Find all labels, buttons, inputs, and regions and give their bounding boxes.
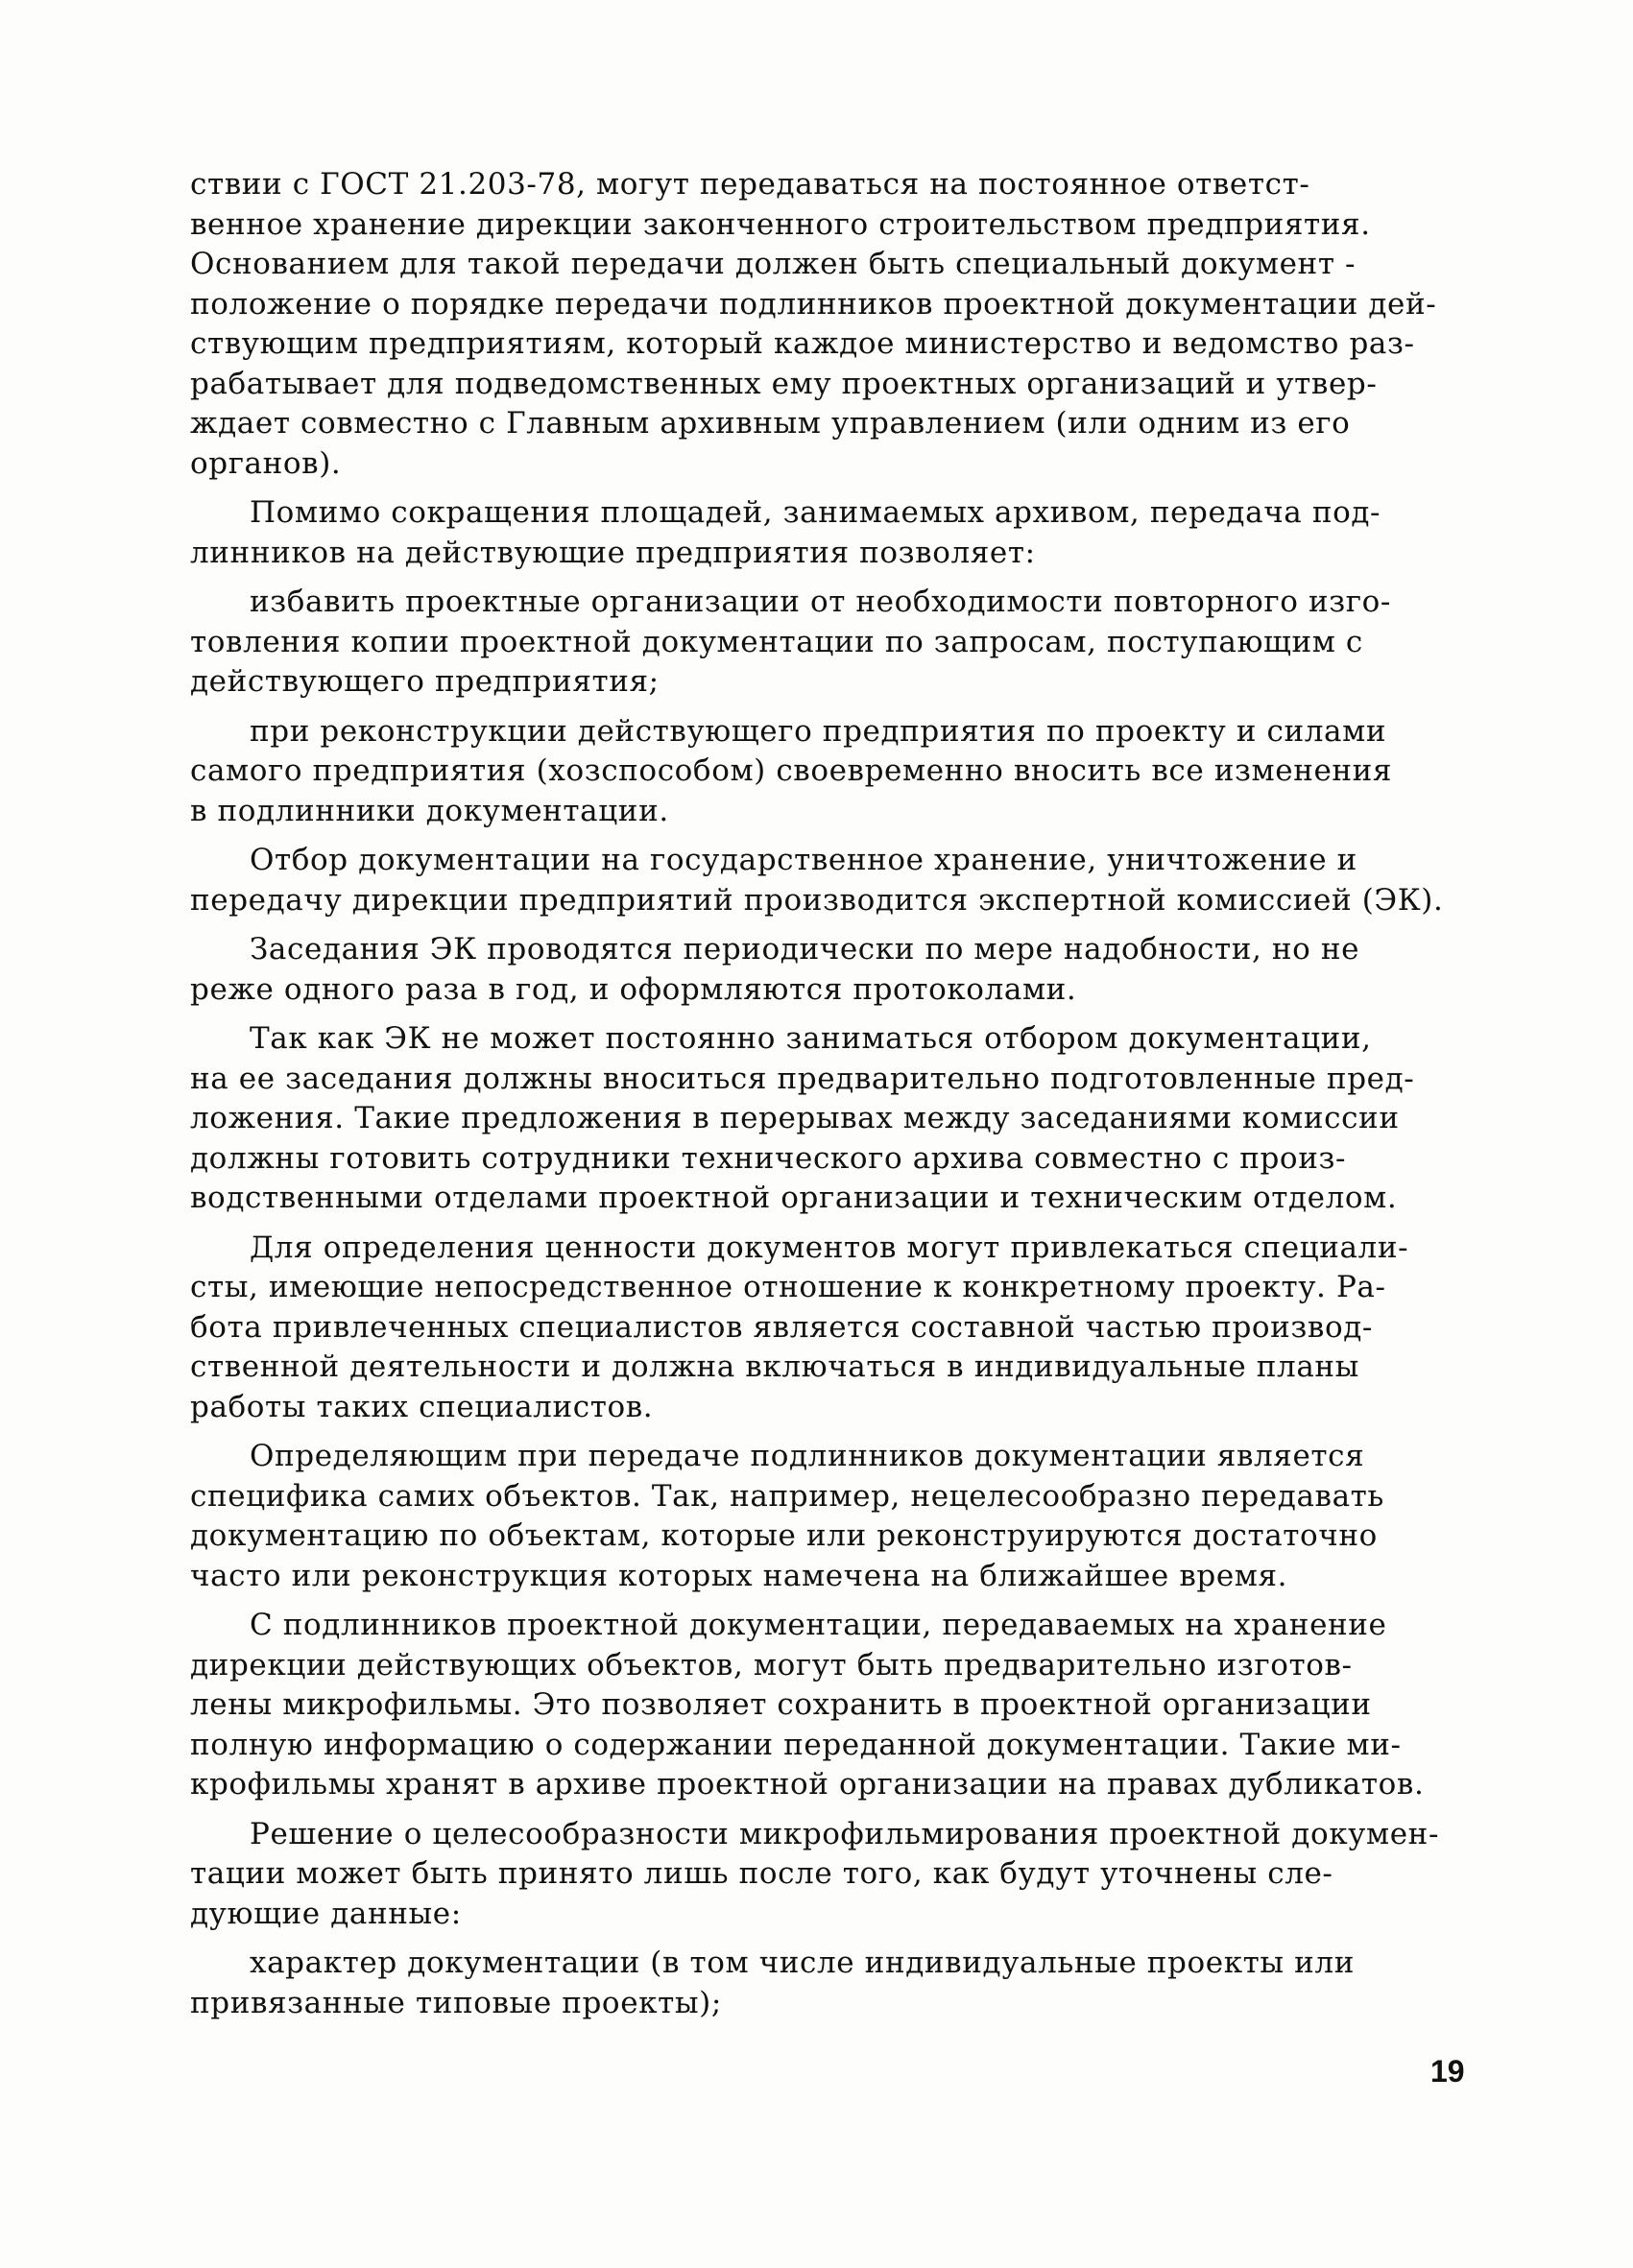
paragraph — [190, 841, 1457, 920]
text-line: дирекции действующих объектов, могут быть предварительно изготов- — [190, 1647, 1353, 1683]
text-line: передачу дирекции предприятий производится экспертной комиссией (ЭК). — [190, 882, 1444, 918]
text-line: документацию по объектам, которые или реконструируются достаточно — [190, 1518, 1378, 1553]
text-line: рабатывает для подведомственных ему проектных организаций и утвер- — [190, 366, 1378, 401]
text-line: работы таких специалистов. — [190, 1389, 654, 1424]
text-line: действующего предприятия; — [190, 664, 660, 699]
text-line: избавить проектные организации от необходимости повторного изго- — [250, 585, 1391, 619]
text-line: Отбор документации на государственное хранение, уничтожение и — [250, 843, 1357, 877]
paragraph — [190, 930, 1457, 1010]
text-line: сты, имеющие непосредственное отношение к конкретному проекту. Ра- — [190, 1270, 1386, 1304]
text-line: лены микрофильмы. Это позволяет сохранить в проектной организации — [190, 1687, 1372, 1722]
text-line: дующие данные: — [190, 1896, 462, 1931]
text-line: при реконструкции действующего предприятия по проекту и силами — [250, 713, 1387, 749]
paragraph — [190, 583, 1457, 703]
paragraph — [190, 1944, 1457, 2023]
body-text — [190, 165, 1457, 2033]
text-line: характер документации (в том числе индивидуальные проекты или — [250, 1946, 1355, 1980]
text-line: на ее заседания должны вноситься предварительно подготовленные пред- — [190, 1061, 1415, 1096]
text-line: Помимо сокращения площадей, занимаемых архивом, передача под- — [250, 495, 1381, 530]
paragraph — [190, 1815, 1457, 1935]
paragraph — [190, 165, 1457, 484]
text-line: тации может быть принято лишь после того, как будут уточнены сле- — [190, 1856, 1333, 1891]
text-line: ждает совместно с Главным архивным управлением (или одним из его — [190, 406, 1351, 441]
paragraph — [190, 1019, 1457, 1219]
text-line: товления копии проектной документации по запросам, поступающим с — [190, 624, 1363, 659]
text-line: Заседания ЭК проводятся периодически по мере надобности, но не — [250, 932, 1360, 967]
text-line: специфика самих объектов. Так, например, нецелесообразно передавать — [190, 1478, 1384, 1514]
paragraph — [190, 1606, 1457, 1805]
text-line: полную информацию о содержании переданной документации. Такие ми- — [190, 1727, 1402, 1762]
text-line: самого предприятия (хозспособом) своевременно вносить все изменения — [190, 753, 1393, 788]
text-line: часто или реконструкция которых намечена на ближайшее время. — [190, 1558, 1288, 1593]
paragraph — [190, 712, 1457, 832]
text-line: привязанные типовые проекты); — [190, 1985, 722, 2020]
text-line: Основанием для такой передачи должен быть специальный документ - — [190, 247, 1357, 281]
paragraph — [190, 1229, 1457, 1428]
text-line: ственной деятельности и должна включаться в индивидуальные планы — [190, 1349, 1359, 1384]
text-line: бота привлеченных специалистов является составной частью производ- — [190, 1309, 1373, 1345]
text-line: ствующим предприятиям, который каждое министерство и ведомство раз- — [190, 326, 1415, 361]
text-line: положение о порядке передачи подлинников проектной документации дей- — [190, 286, 1437, 322]
text-line: реже одного раза в год, и оформляются протоколами. — [190, 971, 1077, 1007]
paragraph — [190, 1437, 1457, 1596]
text-line: Так как ЭК не может постоянно заниматься отбором документации, — [250, 1021, 1372, 1056]
text-line: органов). — [190, 445, 342, 481]
text-line: в подлинники документации. — [190, 793, 669, 828]
text-line: венное хранение дирекции законченного строительством предприятия. — [190, 206, 1371, 242]
text-line: Решение о целесообразности микрофильмирования проектной докумен- — [250, 1816, 1440, 1851]
text-line: должны готовить сотрудники технического архива совместно с произ- — [190, 1140, 1347, 1176]
text-line: водственными отделами проектной организации и техническим отделом. — [190, 1181, 1398, 1215]
text-line: Определяющим при передаче подлинников документации является — [250, 1439, 1365, 1473]
text-line: ствии с ГОСТ 21.203-78, могут передаваться на постоянное ответст- — [190, 167, 1310, 202]
page-number: 19 — [1430, 2054, 1465, 2089]
text-line: крофильмы хранят в архиве проектной организации на правах дубликатов. — [190, 1767, 1425, 1802]
text-line: линников на действующие предприятия позволяет: — [190, 535, 1036, 570]
text-line: С подлинников проектной документации, передаваемых на хранение — [250, 1608, 1387, 1642]
paragraph — [190, 493, 1457, 573]
text-line: Для определения ценности документов могут привлекаться специали- — [250, 1229, 1409, 1265]
text-line: ложения. Такие предложения в перерывах между заседаниями комиссии — [190, 1101, 1400, 1135]
